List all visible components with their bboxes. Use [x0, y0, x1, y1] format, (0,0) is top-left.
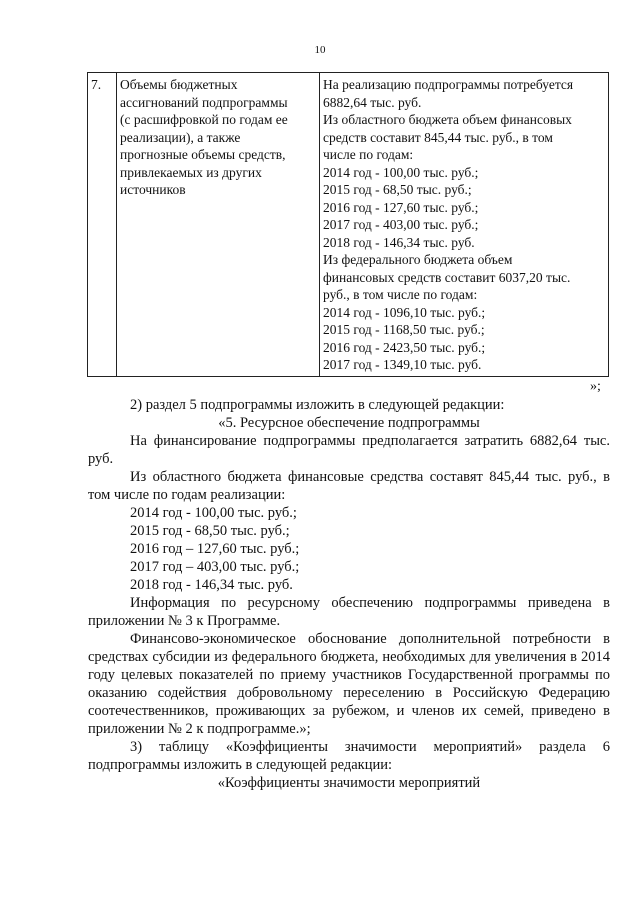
value-line: финансовых средств составит 6037,20 тыс. — [323, 269, 571, 285]
document-body — [88, 396, 610, 792]
description-line: источников — [120, 182, 186, 197]
row-description-cell — [117, 73, 320, 377]
value-line: 2015 год - 68,50 тыс. руб.; — [323, 182, 472, 197]
row-value-cell — [320, 73, 609, 377]
value-line: Из федерального бюджета объем — [323, 252, 513, 267]
value-line: 2016 год - 127,60 тыс. руб.; — [323, 199, 479, 215]
paragraph-financing: На финансирование подпрограммы предполагается затратить 6882,64 тыс. руб. — [88, 433, 610, 467]
description-line: привлекаемых из других — [120, 164, 262, 180]
value-line: 2014 год - 100,00 тыс. руб.; — [323, 164, 479, 180]
description-line: Объемы бюджетных — [120, 77, 238, 92]
value-line: руб., в том числе по годам: — [323, 287, 478, 302]
item-3-text: 3) таблицу «Коэффициенты значимости мероприятий» раздела 6 подпрограммы изложить в следующей редакции: — [88, 739, 610, 773]
description-line: реализации), а также — [120, 129, 241, 145]
paragraph-regional-budget: Из областного бюджета финансовые средства составят 845,44 тыс. руб., в том числе по годам реализации: — [88, 469, 610, 503]
description-line: прогнозные объемы средств, — [120, 147, 286, 162]
value-line: 2016 год - 2423,50 тыс. руб.; — [323, 339, 486, 355]
year-line: 2017 год – 403,00 тыс. руб.; — [130, 559, 300, 575]
row-number-cell: 7. — [88, 73, 117, 377]
value-line: Из областного бюджета объем финансовых — [323, 112, 572, 127]
page-number: 10 — [314, 44, 326, 56]
year-line: 2014 год - 100,00 тыс. руб.; — [130, 505, 297, 521]
section-title: «5. Ресурсное обеспечение подпрограммы — [218, 415, 480, 431]
table-row — [88, 73, 609, 377]
paragraph-info: Информация по ресурсному обеспечению подпрограммы приведена в приложении № 3 к Программе. — [88, 595, 610, 629]
value-line: 2017 год - 403,00 тыс. руб.; — [323, 217, 479, 232]
value-line: средств составит 845,44 тыс. руб., в том — [323, 129, 553, 145]
value-line: 2015 год - 1168,50 тыс. руб.; — [323, 322, 485, 337]
year-line: 2015 год - 68,50 тыс. руб.; — [130, 523, 290, 539]
description-line: (с расшифровкой по годам ее — [120, 112, 288, 127]
value-line: 2017 год - 1349,10 тыс. руб. — [323, 357, 482, 372]
description-line: ассигнований подпрограммы — [120, 94, 288, 110]
table-title: «Коэффициенты значимости мероприятий — [217, 775, 481, 791]
value-line: 2014 год - 1096,10 тыс. руб.; — [323, 304, 486, 320]
paragraph-justification: Финансово-экономическое обоснование дополнительной потребности в средствах субсидии из федерального бюджета, необходимых для увеличения в 2014 году целевых показателей по приему участников Государственной программы по оказанию содействия добровольному переселению в Российскую Федерацию соотечественников, проживающих за рубежом, и членов их семей, приведено в приложении № 2 к подпрограмме.»; — [88, 631, 610, 737]
table-closing-mark: »; — [590, 379, 601, 394]
subprogram-passport-table — [87, 72, 609, 377]
value-line: 2018 год - 146,34 тыс. руб. — [323, 234, 475, 250]
value-line: На реализацию подпрограммы потребуется — [323, 77, 574, 92]
item-2-text: 2) раздел 5 подпрограммы изложить в следующей редакции: — [130, 397, 505, 413]
year-line: 2018 год - 146,34 тыс. руб. — [130, 577, 293, 593]
value-line: числе по годам: — [323, 147, 414, 162]
year-line: 2016 год – 127,60 тыс. руб.; — [130, 541, 300, 557]
value-line: 6882,64 тыс. руб. — [323, 94, 422, 110]
